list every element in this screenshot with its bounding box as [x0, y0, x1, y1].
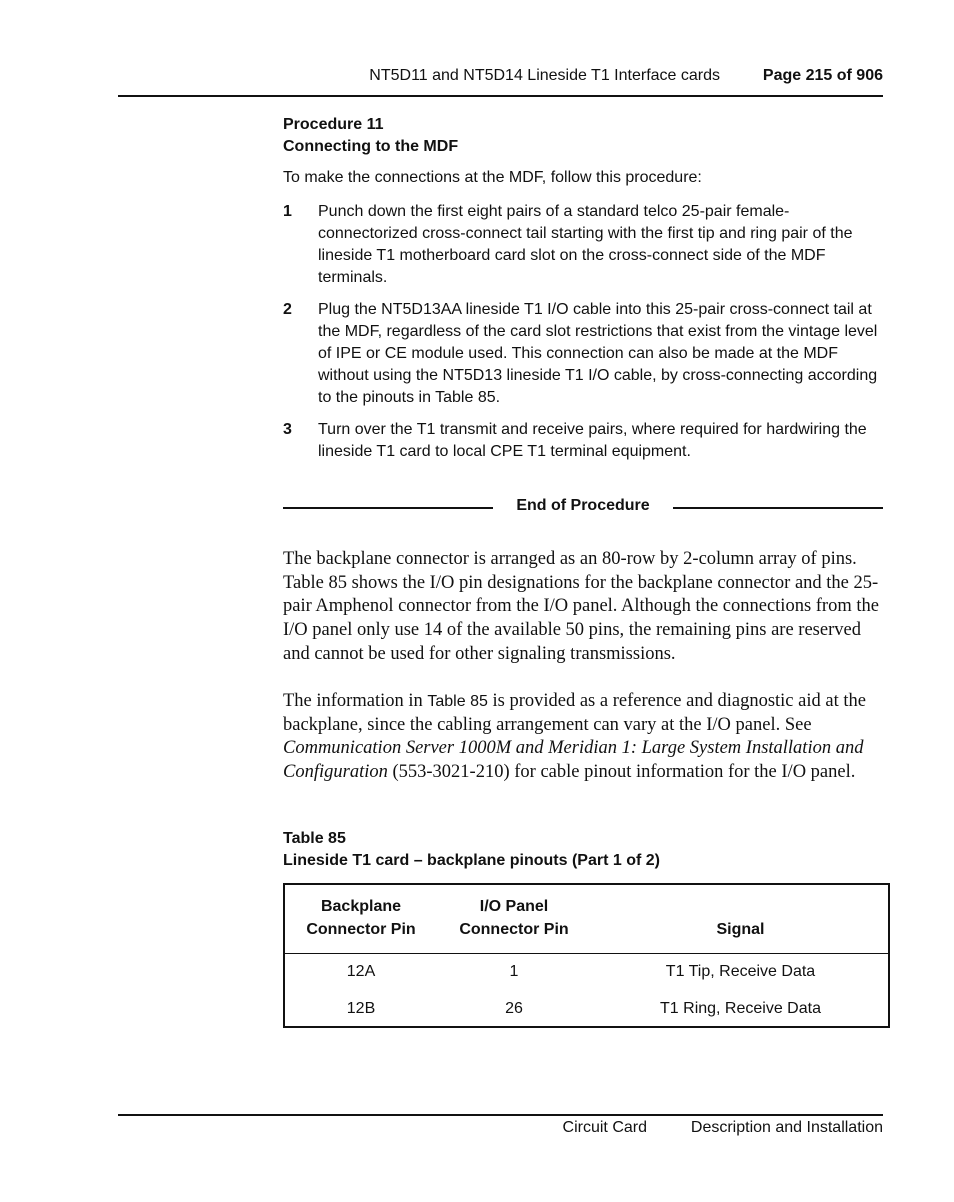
- table-caption: [283, 828, 660, 872]
- table-title: Lineside T1 card – backplane pinouts (Part 1 of 2): [283, 852, 660, 869]
- procedure-step: [283, 419, 883, 463]
- footer-book-title: Circuit Card: [562, 1119, 647, 1136]
- header-line: Connector Pin: [459, 921, 569, 938]
- header-line: Connector Pin: [306, 921, 416, 938]
- pinout-table: [283, 883, 890, 1028]
- table-number: Table 85: [283, 830, 346, 847]
- table-row: [285, 960, 888, 984]
- para-text: The information in: [283, 691, 428, 711]
- procedure-step: [283, 299, 883, 409]
- column-header-io-panel: [437, 895, 591, 941]
- header-line: Backplane: [320, 898, 402, 915]
- cell-io-panel-pin: 26: [505, 1000, 523, 1017]
- footer-divider: [118, 1114, 883, 1116]
- page-number: Page 215 of 906: [762, 67, 883, 84]
- end-procedure-rule-right: [673, 507, 883, 509]
- procedure-title: Connecting to the MDF: [283, 138, 459, 155]
- cell-backplane-pin: 12A: [346, 963, 376, 980]
- cell-signal: T1 Tip, Receive Data: [665, 963, 816, 980]
- procedure-number: Procedure 11: [283, 116, 384, 133]
- end-of-procedure-label: End of Procedure: [516, 497, 650, 514]
- footer-book-subtitle: Description and Installation: [690, 1119, 883, 1136]
- table-row: [285, 997, 888, 1021]
- step-text: Punch down the first eight pairs of a standard telco 25-pair female-connectorized cross-connect tail starting with the first tip and ring pair of the lineside T1 motherboard card slot on the cross-connect side of the MDF terminals.: [318, 203, 853, 286]
- header-divider: [118, 95, 883, 97]
- column-header-backplane: [285, 895, 437, 941]
- end-procedure-rule-left: [283, 507, 493, 509]
- column-header-signal: Signal: [716, 921, 765, 938]
- procedure-step: [283, 201, 883, 289]
- body-paragraph: [283, 690, 883, 785]
- step-number: 3: [283, 421, 292, 438]
- document-title-reference: Communication Server 1000M and Meridian 1: Large System Installation and Configuration: [283, 738, 864, 783]
- procedure-heading: [283, 114, 458, 158]
- para-text: is provided as a reference and diagnostic aid at the backplane, since the cabling arrangement can vary at the I/O panel. See: [283, 691, 866, 735]
- procedure-intro: To make the connections at the MDF, follow this procedure:: [283, 169, 702, 186]
- step-text: Turn over the T1 transmit and receive pairs, where required for hardwiring the lineside T1 card to local CPE T1 terminal equipment.: [318, 421, 867, 460]
- table-header-divider: [285, 953, 888, 954]
- step-number: 2: [283, 301, 292, 318]
- table-reference: Table 85: [427, 693, 488, 710]
- body-paragraph: The backplane connector is arranged as an 80-row by 2-column array of pins. Table 85 shows the I/O pin designations for the backplane connector and the 25-pair Amphenol connector from the I/O panel. Although the connections from the I/O panel only use 14 of the available 50 pins, the remaining pins are reserved and cannot be used for other signaling transmissions.: [283, 549, 879, 664]
- cell-signal: T1 Ring, Receive Data: [660, 1000, 821, 1017]
- step-text: Plug the NT5D13AA lineside T1 I/O cable into this 25-pair cross-connect tail at the MDF, regardless of the card slot restrictions that exist from the vintage level of IPE or CE module used. This connection can also be made at the MDF without using the NT5D13 lineside T1 I/O cable, by cross-connecting according to the pinouts in Table 85.: [318, 301, 878, 406]
- para-text: (553-3021-210) for cable pinout information for the I/O panel.: [387, 762, 856, 783]
- step-number: 1: [283, 203, 292, 220]
- header-line: I/O Panel: [479, 898, 549, 915]
- cell-io-panel-pin: 1: [509, 963, 519, 980]
- cell-backplane-pin: 12B: [346, 1000, 376, 1017]
- running-header-title: NT5D11 and NT5D14 Lineside T1 Interface cards: [369, 67, 720, 84]
